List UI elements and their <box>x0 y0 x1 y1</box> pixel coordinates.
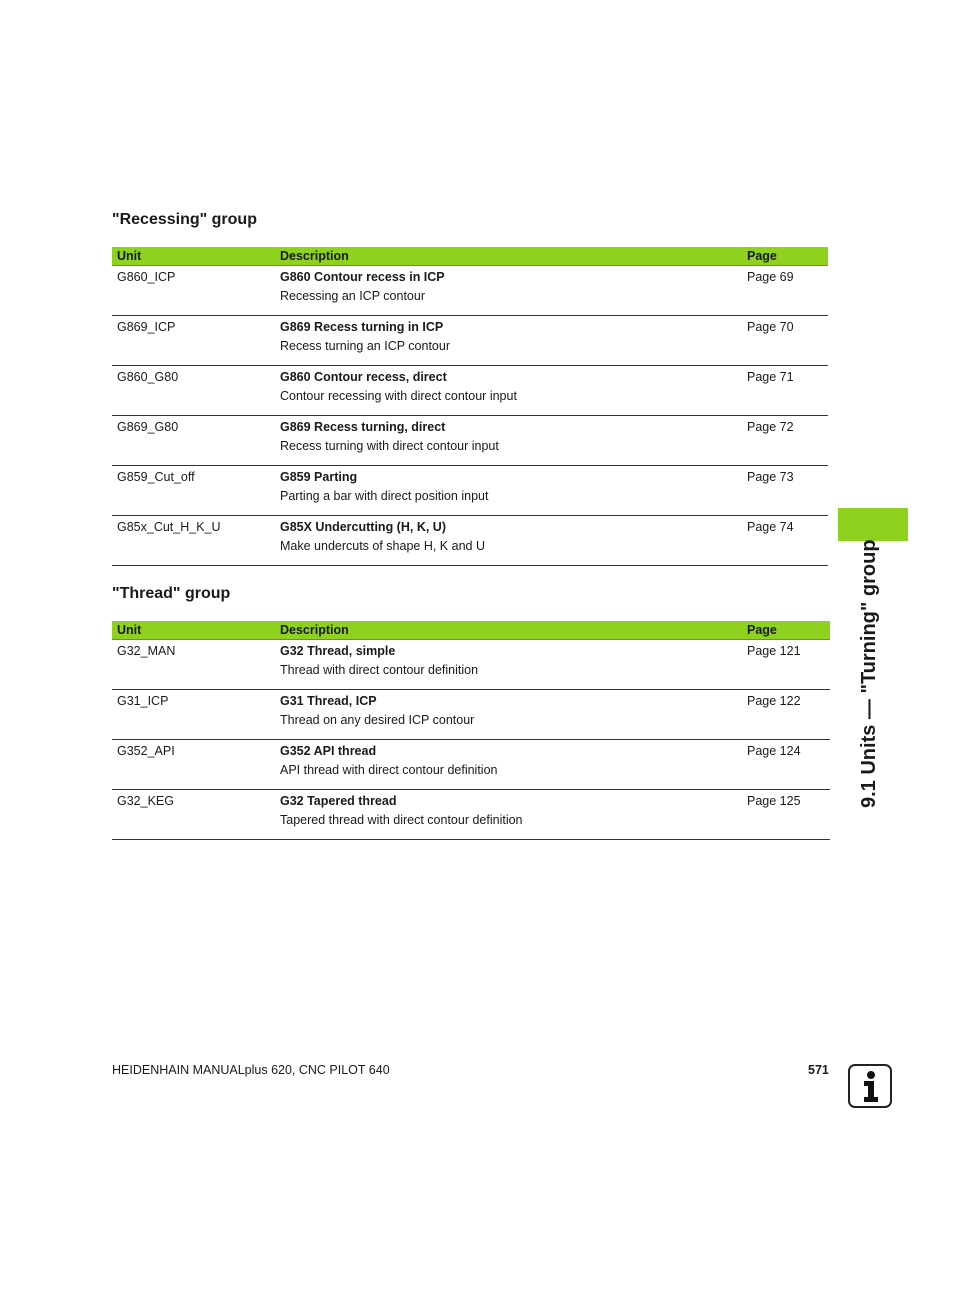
page-reference: Page 72 <box>742 416 828 466</box>
thread-group-title: "Thread" group <box>112 585 231 602</box>
header-unit: Unit <box>112 247 275 266</box>
page-reference: Page 125 <box>742 790 830 840</box>
unit-title: G31 Thread, ICP <box>280 694 377 708</box>
unit-name: G352_API <box>112 740 275 790</box>
header-page: Page <box>742 247 828 266</box>
unit-name: G860_ICP <box>112 266 275 316</box>
unit-title: G859 Parting <box>280 470 358 484</box>
unit-title: G85X Undercutting (H, K, U) <box>280 520 446 534</box>
page-reference: Page 124 <box>742 740 830 790</box>
unit-description: API thread with direct contour definition <box>275 763 742 790</box>
unit-name: G32_KEG <box>112 790 275 840</box>
unit-title: G869 Recess turning in ICP <box>280 320 444 334</box>
table-row <box>112 366 828 390</box>
thread-table <box>112 621 830 840</box>
unit-description: Recess turning with direct contour input <box>275 439 742 466</box>
unit-description: Parting a bar with direct position input <box>275 489 742 516</box>
unit-title: G869 Recess turning, direct <box>280 420 446 434</box>
recessing-table-body <box>112 266 828 566</box>
chapter-side-title <box>855 508 885 808</box>
table-row <box>112 690 830 714</box>
page-reference: Page 69 <box>742 266 828 316</box>
unit-description: Recess turning an ICP contour <box>275 339 742 366</box>
table-header-row <box>112 247 828 266</box>
unit-description: Thread with direct contour definition <box>275 663 742 690</box>
unit-description: Tapered thread with direct contour definition <box>275 813 742 840</box>
thread-table-body <box>112 640 830 840</box>
header-description: Description <box>275 247 742 266</box>
footer-product-name: HEIDENHAIN MANUALplus 620, CNC PILOT 640 <box>112 1063 390 1077</box>
unit-name: G31_ICP <box>112 690 275 740</box>
page-reference: Page 122 <box>742 690 830 740</box>
chapter-side-title-text: 9.1 Units — "Turning" group <box>858 539 880 808</box>
unit-title: G32 Tapered thread <box>280 794 397 808</box>
recessing-table <box>112 247 828 566</box>
header-unit: Unit <box>112 621 275 640</box>
page-reference: Page 74 <box>742 516 828 566</box>
table-row <box>112 740 830 764</box>
page-number: 571 <box>808 1063 829 1077</box>
unit-description: Thread on any desired ICP contour <box>275 713 742 740</box>
unit-description: Contour recessing with direct contour input <box>275 389 742 416</box>
unit-name: G869_ICP <box>112 316 275 366</box>
page-reference: Page 73 <box>742 466 828 516</box>
unit-title: G860 Contour recess, direct <box>280 370 447 384</box>
header-page: Page <box>742 621 830 640</box>
table-row <box>112 416 828 440</box>
unit-title: G860 Contour recess in ICP <box>280 270 445 284</box>
table-row <box>112 640 830 664</box>
unit-name: G32_MAN <box>112 640 275 690</box>
unit-name: G859_Cut_off <box>112 466 275 516</box>
unit-description: Make undercuts of shape H, K and U <box>275 539 742 566</box>
page-reference: Page 70 <box>742 316 828 366</box>
unit-title: G352 API thread <box>280 744 377 758</box>
unit-description: Recessing an ICP contour <box>275 289 742 316</box>
unit-title: G32 Thread, simple <box>280 644 396 658</box>
table-row <box>112 316 828 340</box>
page-reference: Page 121 <box>742 640 830 690</box>
header-description: Description <box>275 621 742 640</box>
table-row <box>112 266 828 290</box>
table-row <box>112 466 828 490</box>
page-reference: Page 71 <box>742 366 828 416</box>
recessing-group-title: "Recessing" group <box>112 211 257 228</box>
table-header-row <box>112 621 830 640</box>
table-row <box>112 790 830 814</box>
unit-name: G860_G80 <box>112 366 275 416</box>
info-icon-glyph <box>850 1066 890 1106</box>
info-icon <box>848 1064 892 1108</box>
unit-name: G85x_Cut_H_K_U <box>112 516 275 566</box>
table-row <box>112 516 828 540</box>
unit-name: G869_G80 <box>112 416 275 466</box>
